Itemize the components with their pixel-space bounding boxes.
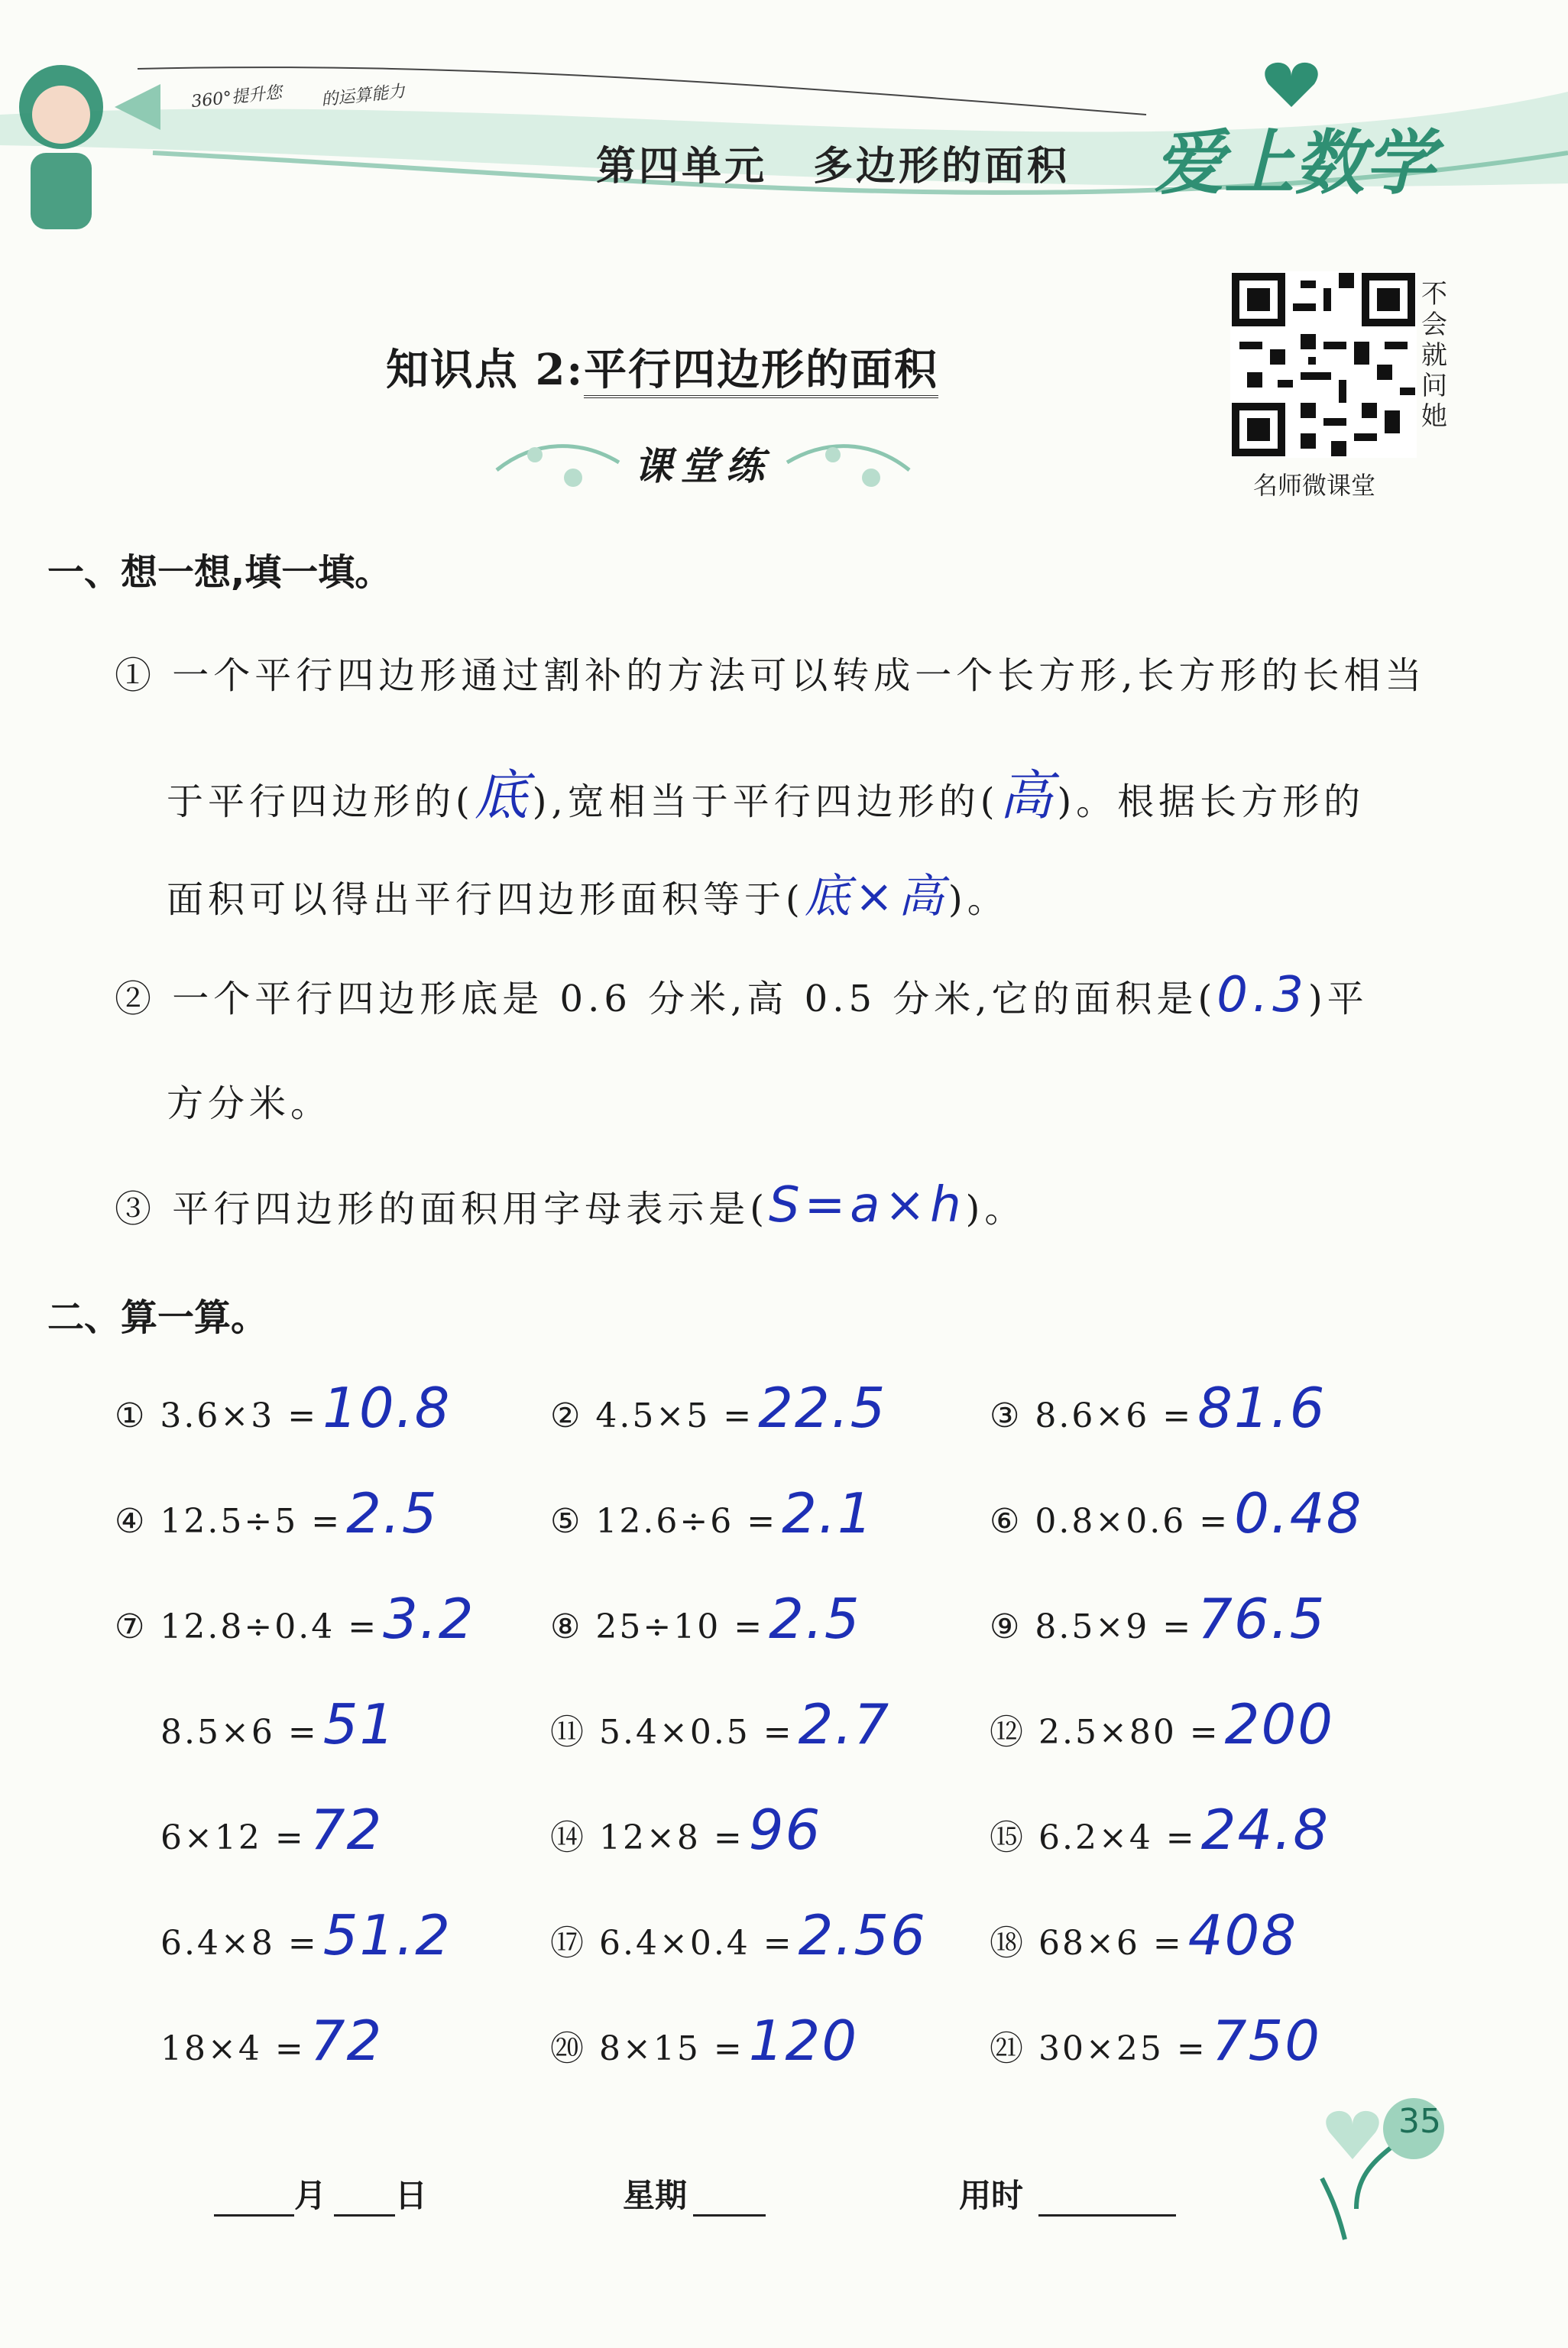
- q1-number: ①: [115, 654, 157, 697]
- calc-answer: 2.5: [769, 1587, 861, 1651]
- q1-answer-3: 底×高: [804, 870, 949, 923]
- calc-item-14: [550, 1798, 821, 1862]
- calc-label: ⑤ 12.6÷6 =: [550, 1502, 778, 1541]
- calc-answer: 2.5: [346, 1481, 439, 1545]
- calc-item-13: [160, 1798, 383, 1862]
- calc-item-9: [990, 1587, 1326, 1651]
- calc-label: 8.5×6 =: [160, 1713, 319, 1752]
- calc-item-21: [990, 2009, 1321, 2073]
- calc-answer: 81.6: [1197, 1376, 1327, 1440]
- qr-side-text: 不会就问她: [1421, 279, 1447, 432]
- q3-text-a: 平行四边形的面积用字母表示是(: [172, 1188, 769, 1231]
- calc-answer: 120: [748, 2009, 859, 2073]
- footer-weekday: [623, 2171, 766, 2217]
- q2-text-1a: 一个平行四边形底是 0.6 分米,高 0.5 分米,它的面积是(: [172, 978, 1217, 1020]
- calc-item-20: [550, 2009, 858, 2073]
- brand-logo: 爱上数学: [1154, 122, 1436, 204]
- calc-label: ④ 12.5÷5 =: [115, 1502, 342, 1541]
- month-label: 月: [294, 2177, 327, 2214]
- calc-label: ⑪ 5.4×0.5 =: [550, 1713, 794, 1752]
- calc-item-8: [550, 1587, 861, 1651]
- calc-item-2: [550, 1376, 886, 1440]
- qr-code: [1230, 271, 1417, 458]
- calc-answer: 2.1: [782, 1481, 874, 1545]
- calc-label: ⑮ 6.2×4 =: [990, 1818, 1197, 1857]
- q3-line: [115, 1177, 1025, 1234]
- slogan-right: 的运算能力: [320, 82, 407, 110]
- calc-item-3: [990, 1376, 1326, 1440]
- q1-text-2a: 于平行四边形的(: [167, 780, 475, 823]
- calc-answer: 750: [1211, 2009, 1322, 2073]
- calc-answer: 2.7: [798, 1692, 891, 1756]
- calc-item-17: [550, 1903, 927, 1967]
- calc-item-15: [990, 1798, 1330, 1862]
- q2-text-1b: )平: [1308, 978, 1369, 1020]
- calc-answer: 72: [309, 1798, 384, 1862]
- section1-title: 一、想一想,填一填。: [47, 551, 392, 594]
- calc-label: ⑧ 25÷10 =: [550, 1607, 765, 1646]
- calc-label: ① 3.6×3 =: [115, 1396, 319, 1435]
- q1-text-3a: 面积可以得出平行四边形面积等于(: [167, 878, 805, 921]
- q1-line2: [167, 753, 1365, 830]
- q1-line1: [115, 646, 1427, 699]
- q3-text-b: )。: [965, 1188, 1026, 1231]
- calc-label: ② 4.5×5 =: [550, 1396, 754, 1435]
- q2-line1: [115, 967, 1369, 1023]
- time-label: 用时: [959, 2177, 1024, 2214]
- calc-label: 6.4×8 =: [160, 1924, 319, 1963]
- calc-label: ⑨ 8.5×9 =: [990, 1607, 1194, 1646]
- calc-label: ⑫ 2.5×80 =: [990, 1713, 1220, 1752]
- calc-label: ⑳ 8×15 =: [550, 2029, 744, 2068]
- calc-label: ⑱ 68×6 =: [990, 1924, 1184, 1963]
- footer-time: [959, 2171, 1176, 2217]
- calc-label: ⑥ 0.8×0.6 =: [990, 1502, 1230, 1541]
- q3-number: ③: [115, 1188, 157, 1231]
- page-title: [386, 336, 938, 397]
- calc-item-1: [115, 1376, 451, 1440]
- calc-answer: 408: [1187, 1903, 1298, 1967]
- unit-label: 第四单元: [596, 144, 768, 190]
- day-blank: [334, 2214, 395, 2217]
- calc-item-16: [160, 1903, 452, 1967]
- calc-label: 6×12 =: [160, 1818, 306, 1857]
- weekday-label: 星期: [623, 2177, 688, 2214]
- calc-answer: 72: [309, 2009, 384, 2073]
- footer-date: [214, 2171, 427, 2217]
- calc-item-6: [990, 1481, 1362, 1545]
- calc-item-11: [550, 1692, 890, 1756]
- q2-line2: 方分米。: [167, 1082, 332, 1125]
- q1-answer-2: 高: [999, 764, 1058, 827]
- calc-label: ③ 8.6×6 =: [990, 1396, 1194, 1435]
- calc-item-10: [160, 1692, 396, 1756]
- calc-answer: 96: [748, 1798, 822, 1862]
- calc-item-19: [160, 2009, 383, 2073]
- calc-item-12: [990, 1692, 1334, 1756]
- qr-caption: 名师微课堂: [1253, 471, 1376, 500]
- q1-answer-1: 底: [474, 764, 533, 827]
- calc-item-18: [990, 1903, 1297, 1967]
- calc-label: ⑦ 12.8÷0.4 =: [115, 1607, 379, 1646]
- title-text: 平行四边形的面积: [584, 345, 938, 398]
- q3-answer: S=a×h: [769, 1177, 966, 1234]
- calc-answer: 24.8: [1200, 1798, 1330, 1862]
- q1-text-3b: )。: [948, 878, 1009, 921]
- unit-title: [596, 134, 1116, 191]
- q2-number: ②: [115, 978, 157, 1020]
- calc-item-5: [550, 1481, 874, 1545]
- calc-item-7: [115, 1587, 475, 1651]
- weekday-blank: [693, 2214, 766, 2217]
- month-blank: [214, 2214, 294, 2217]
- section2-title: 二、算一算。: [47, 1296, 268, 1339]
- q2-answer: 0.3: [1216, 967, 1309, 1023]
- calc-answer: 10.8: [322, 1376, 452, 1440]
- calc-answer: 51: [322, 1692, 397, 1756]
- calc-answer: 22.5: [758, 1376, 887, 1440]
- calc-answer: 200: [1224, 1692, 1335, 1756]
- slogan-left: 360°提升您: [190, 83, 283, 112]
- calc-answer: 2.56: [798, 1903, 927, 1967]
- calc-item-4: [115, 1481, 439, 1545]
- calc-answer: 76.5: [1197, 1587, 1327, 1651]
- q1-text-2c: )。根据长方形的: [1057, 780, 1366, 823]
- calc-label: ⑰ 6.4×0.4 =: [550, 1924, 794, 1963]
- calc-answer: 3.2: [383, 1587, 475, 1651]
- title-prefix: 知识点 2:: [386, 345, 585, 395]
- calc-label: ㉑ 30×25 =: [990, 2029, 1207, 2068]
- time-blank: [1038, 2214, 1176, 2217]
- calc-label: ⑭ 12×8 =: [550, 1818, 744, 1857]
- page-number: 35: [1398, 2102, 1441, 2141]
- calc-label: 18×4 =: [160, 2029, 306, 2068]
- q1-text-2b: ),宽相当于平行四边形的(: [532, 780, 999, 823]
- practice-label: 课堂练: [634, 443, 772, 488]
- q1-text-1: 一个平行四边形通过割补的方法可以转成一个长方形,长方形的长相当: [172, 654, 1427, 697]
- calc-answer: 0.48: [1234, 1481, 1363, 1545]
- q1-line3: [167, 860, 1009, 926]
- day-label: 日: [395, 2177, 428, 2214]
- calc-answer: 51.2: [322, 1903, 452, 1967]
- unit-topic: 多边形的面积: [813, 144, 1071, 190]
